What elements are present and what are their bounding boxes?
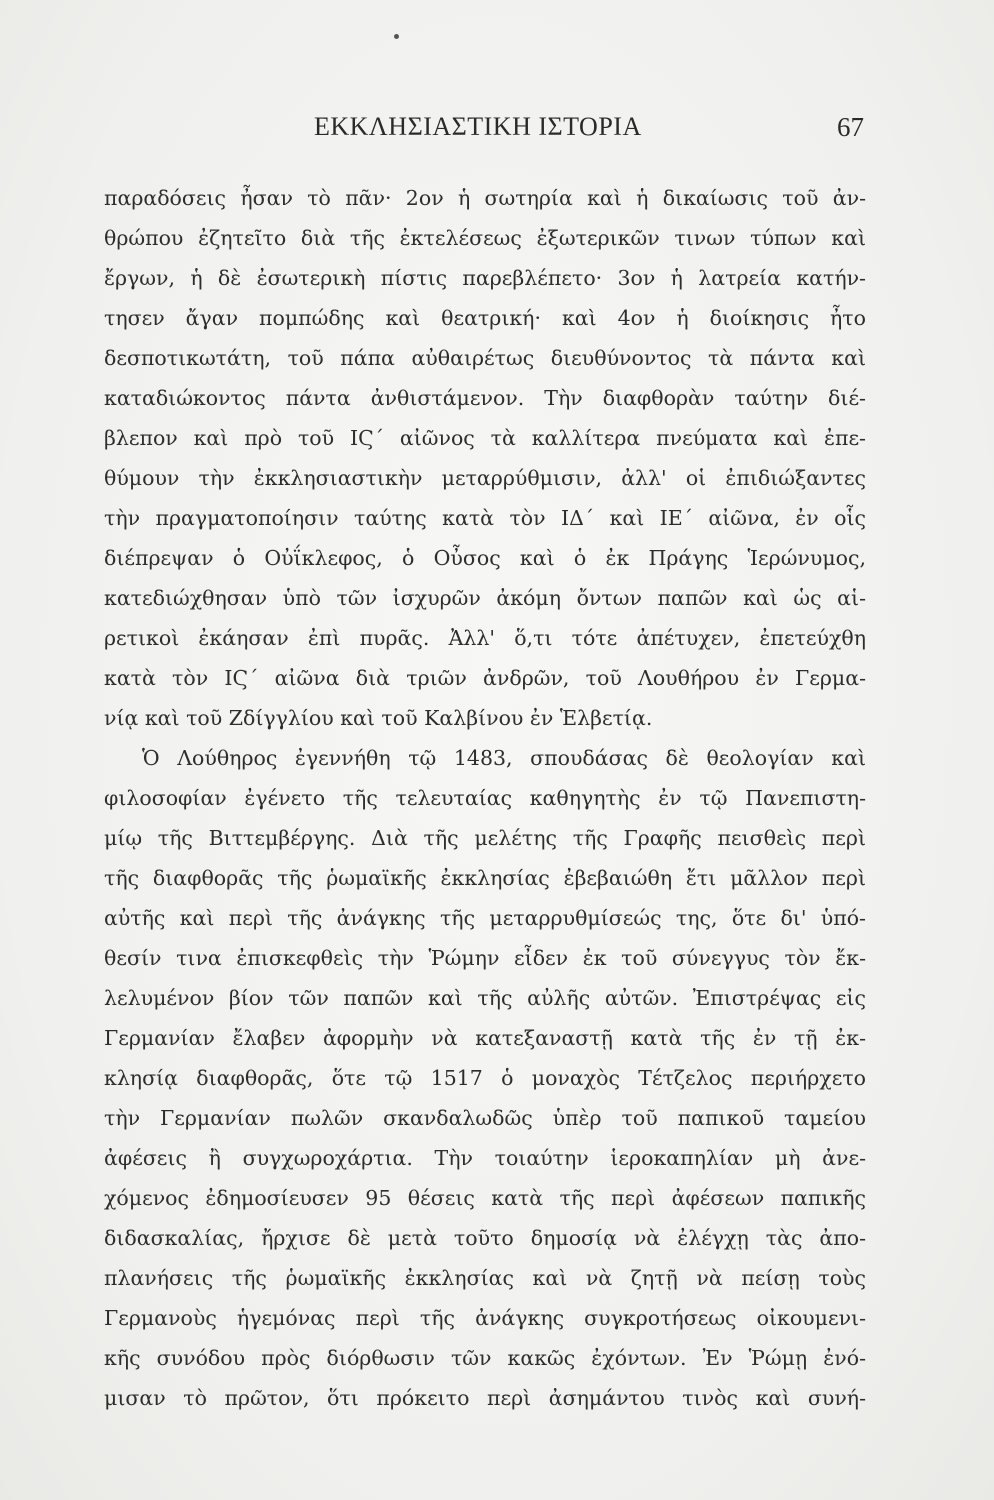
text-line: κατὰ τὸν ΙϚ´ αἰῶνα διὰ τριῶν ἀνδρῶν, τοῦ Λουθήρου ἐν Γερμα- — [104, 666, 866, 690]
running-title: ΕΚΚΛΗΣΙΑΣΤΙΚΗ ΙΣΤΟΡΙΑ — [314, 112, 642, 141]
text-line: θεσίν τινα ἐπισκεφθεὶς τὴν Ῥώμην εἶδεν ἐκ τοῦ σύνεγγυς τὸν ἔκ- — [104, 946, 866, 970]
text-line: βλεπον καὶ πρὸ τοῦ ΙϚ´ αἰῶνος τὰ καλλίτερα πνεύματα καὶ ἐπε- — [104, 426, 866, 450]
text-line: ἔργων, ἡ δὲ ἐσωτερικὴ πίστις παρεβλέπετο· 3ον ἡ λατρεία κατήν- — [104, 266, 866, 290]
ink-dot — [394, 34, 399, 39]
text-line: Γερμανίαν ἔλαβεν ἀφορμὴν νὰ κατεξαναστῇ κατὰ τῆς ἐν τῇ ἐκ- — [104, 1026, 866, 1050]
text-line: Ὁ Λούθηρος ἐγεννήθη τῷ 1483, σπουδάσας δὲ θεολογίαν καὶ — [142, 746, 866, 770]
text-line: ρετικοὶ ἐκάησαν ἐπὶ πυρᾶς. Ἀλλ' ὅ,τι τότε ἀπέτυχεν, ἐπετεύχθη — [104, 626, 866, 650]
text-line: τῆς διαφθορᾶς τῆς ῥωμαϊκῆς ἐκκλησίας ἐβεβαιώθη ἔτι μᾶλλον περὶ — [104, 866, 866, 890]
page-header — [108, 112, 864, 152]
text-line: χόμενος ἐδημοσίευσεν 95 θέσεις κατὰ τῆς περὶ ἀφέσεων παπικῆς — [104, 1186, 866, 1210]
text-line: θρώπου ἐζητεῖτο διὰ τῆς ἐκτελέσεως ἐξωτερικῶν τινων τύπων καὶ — [104, 226, 866, 250]
text-line: παραδόσεις ἦσαν τὸ πᾶν· 2ον ἡ σωτηρία καὶ ἡ δικαίωσις τοῦ ἀν- — [104, 186, 866, 210]
text-line: ἀφέσεις ἢ συγχωροχάρτια. Τὴν τοιαύτην ἱεροκαπηλίαν μὴ ἀνε- — [104, 1146, 866, 1170]
text-line: δεσποτικωτάτη, τοῦ πάπα αὐθαιρέτως διευθύνοντος τὰ πάντα καὶ — [104, 346, 866, 370]
text-line: κλησίᾳ διαφθορᾶς, ὅτε τῷ 1517 ὁ μοναχὸς Τέτζελος περιήρχετο — [104, 1066, 866, 1090]
text-line: κατεδιώχθησαν ὑπὸ τῶν ἰσχυρῶν ἀκόμη ὄντων παπῶν καὶ ὡς αἱ- — [104, 586, 866, 610]
text-line: τὴν πραγματοποίησιν ταύτης κατὰ τὸν ΙΔ´ καὶ ΙΕ´ αἰῶνα, ἐν οἷς — [104, 506, 866, 530]
text-line: κῆς συνόδου πρὸς διόρθωσιν τῶν κακῶς ἐχόντων. Ἐν Ῥώμῃ ἐνό- — [104, 1346, 866, 1370]
body-text — [104, 178, 866, 1418]
text-line: αὐτῆς καὶ περὶ τῆς ἀνάγκης τῆς μεταρρυθμίσεώς της, ὅτε δι' ὑπό- — [104, 906, 866, 930]
text-line: Γερμανοὺς ἡγεμόνας περὶ τῆς ἀνάγκης συγκροτήσεως οἰκουμενι- — [104, 1306, 866, 1330]
text-line: καταδιώκοντος πάντα ἀνθιστάμενον. Τὴν διαφθορὰν ταύτην διέ- — [104, 386, 866, 410]
text-line: λελυμένον βίον τῶν παπῶν καὶ τῆς αὐλῆς αὐτῶν. Ἐπιστρέψας εἰς — [104, 986, 866, 1010]
text-line: μισαν τὸ πρῶτον, ὅτι πρόκειτο περὶ ἀσημάντου τινὸς καὶ συνή- — [104, 1386, 866, 1410]
text-line: νίᾳ καὶ τοῦ Ζδίγγλίου καὶ τοῦ Καλβίνου ἐν Ἑλβετίᾳ. — [104, 706, 653, 730]
text-line: πλανήσεις τῆς ῥωμαϊκῆς ἐκκλησίας καὶ νὰ ζητῇ νὰ πείσῃ τοὺς — [104, 1266, 866, 1290]
text-line: μίῳ τῆς Βιττεμβέργης. Διὰ τῆς μελέτης τῆς Γραφῆς πεισθεὶς περὶ — [104, 826, 866, 850]
text-line: τὴν Γερμανίαν πωλῶν σκανδαλωδῶς ὑπὲρ τοῦ παπικοῦ ταμείου — [104, 1106, 866, 1130]
text-line: διδασκαλίας, ἤρχισε δὲ μετὰ τοῦτο δημοσίᾳ νὰ ἐλέγχῃ τὰς ἀπο- — [104, 1226, 866, 1250]
text-line: διέπρεψαν ὁ Οὐΐκλεφος, ὁ Οὖσος καὶ ὁ ἐκ Πράγης Ἱερώνυμος, — [104, 546, 866, 570]
page-number: 67 — [837, 112, 864, 142]
text-line: θύμουν τὴν ἐκκλησιαστικὴν μεταρρύθμισιν, ἀλλ' οἱ ἐπιδιώξαντες — [104, 466, 866, 490]
text-line: τησεν ἄγαν πομπώδης καὶ θεατρική· καὶ 4ον ἡ διοίκησις ἦτο — [104, 306, 866, 330]
text-line: φιλοσοφίαν ἐγένετο τῆς τελευταίας καθηγητὴς ἐν τῷ Πανεπιστη- — [104, 786, 866, 810]
